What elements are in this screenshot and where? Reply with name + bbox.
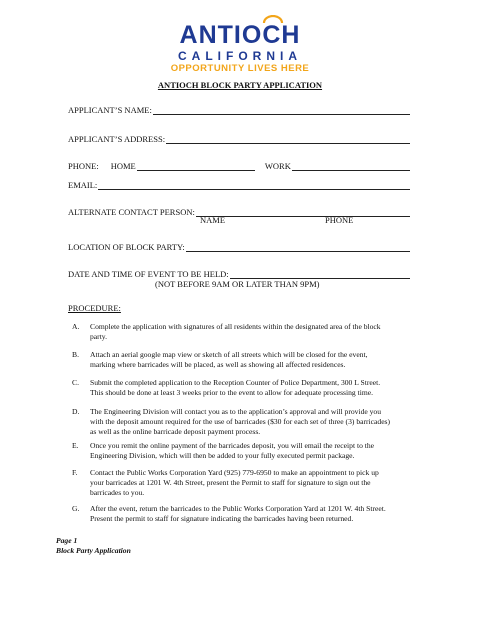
applicant-name-label: APPLICANT’S NAME:	[68, 105, 152, 115]
logo-region: CALIFORNIA	[178, 49, 302, 63]
step-text: as well as the online barricade deposit payment process.	[90, 427, 261, 436]
date-time-field[interactable]	[230, 270, 410, 279]
date-time-label: DATE AND TIME OF EVENT TO BE HELD:	[68, 269, 229, 279]
work-label: WORK	[264, 161, 291, 171]
alt-phone-sublabel: PHONE	[325, 215, 354, 225]
procedure-step	[68, 407, 413, 437]
step-letter: F.	[72, 468, 78, 477]
page-footer	[56, 536, 131, 556]
logo-wordmark	[180, 22, 301, 48]
location-row	[68, 242, 410, 252]
document-title	[0, 80, 480, 90]
procedure-step	[68, 350, 413, 370]
phone-row	[68, 161, 410, 171]
date-time-row	[68, 269, 410, 279]
step-text: marking where barricades will be placed, as well as showing all affected residences.	[90, 360, 346, 369]
home-phone-field[interactable]	[137, 162, 255, 171]
procedure-step	[68, 441, 413, 461]
step-text: your barricades at 1201 W. 4th Street, present the Permit to staff for signature to sign out the	[90, 478, 371, 487]
applicant-address-row	[68, 134, 410, 144]
step-text: Once you remit the online payment of the barricades deposit, you will email the receipt to the	[90, 441, 375, 450]
procedure-heading: PROCEDURE:	[68, 303, 121, 313]
step-letter: B.	[72, 350, 79, 359]
location-label: LOCATION OF BLOCK PARTY:	[68, 242, 185, 252]
email-label: EMAIL:	[68, 180, 98, 190]
sunrise-arc-icon	[262, 15, 284, 24]
step-letter: A.	[72, 322, 80, 331]
step-text: Attach an aerial google map view or sketch of all streets which will be closed for the event,	[90, 350, 368, 359]
step-text: party.	[90, 332, 108, 341]
procedure-step	[68, 504, 413, 524]
email-field[interactable]	[98, 181, 410, 190]
applicant-name-field[interactable]	[153, 106, 410, 115]
step-letter: E.	[72, 441, 79, 450]
applicant-name-row	[68, 105, 410, 115]
page-number: Page 1	[56, 536, 78, 545]
step-text: This should be done at least 3 weeks prior to the event to allow for adequate processing time.	[90, 388, 374, 397]
applicant-address-field[interactable]	[166, 135, 410, 144]
home-label: HOME	[110, 161, 136, 171]
step-text: Contact the Public Works Corporation Yard (925) 779-6950 to make an appointment to pick up	[90, 468, 379, 477]
email-row	[68, 180, 410, 190]
step-text: barricades to you.	[90, 488, 145, 497]
step-text: After the event, return the barricades to the Public Works Corporation Yard at 1201 W. 4th Street.	[90, 504, 386, 513]
logo-name: ANTIOCH	[179, 21, 301, 49]
step-text: Engineering Division, which will then be added to your fully executed permit package.	[90, 451, 355, 460]
alternate-contact-field[interactable]	[196, 208, 410, 217]
step-text: Complete the application with signatures of all residents within the designated area of the block	[90, 322, 381, 331]
step-text: with the deposit amount required for the use of barricades ($30 for each set of three (3) barricades)	[90, 417, 391, 426]
applicant-address-label: APPLICANT’S ADDRESS:	[68, 134, 166, 144]
procedure-step	[68, 468, 413, 498]
procedure-step	[68, 322, 413, 342]
phone-label: PHONE:	[68, 161, 99, 171]
antioch-logo	[0, 22, 480, 75]
work-phone-field[interactable]	[292, 162, 410, 171]
alt-name-sublabel: NAME	[200, 215, 226, 225]
alternate-contact-row	[68, 207, 410, 217]
date-time-note: (NOT BEFORE 9AM OR LATER THAN 9PM)	[155, 279, 320, 289]
location-field[interactable]	[186, 243, 410, 252]
step-text: Submit the completed application to the Reception Counter of Police Department, 300 L Street.	[90, 378, 381, 387]
footer-document-name: Block Party Application	[56, 546, 131, 555]
step-letter: D.	[72, 407, 80, 416]
document-title-text: ANTIOCH BLOCK PARTY APPLICATION	[157, 80, 323, 90]
logo-tagline: OPPORTUNITY LIVES HERE	[170, 63, 310, 74]
step-letter: G.	[72, 504, 80, 513]
alternate-contact-label: ALTERNATE CONTACT PERSON:	[68, 207, 195, 217]
step-letter: C.	[72, 378, 79, 387]
procedure-step	[68, 378, 413, 398]
step-text: The Engineering Division will contact you as to the application’s approval and will provide you	[90, 407, 382, 416]
step-text: Present the permit to staff for signature indicating the barricades having been returned.	[90, 514, 354, 523]
